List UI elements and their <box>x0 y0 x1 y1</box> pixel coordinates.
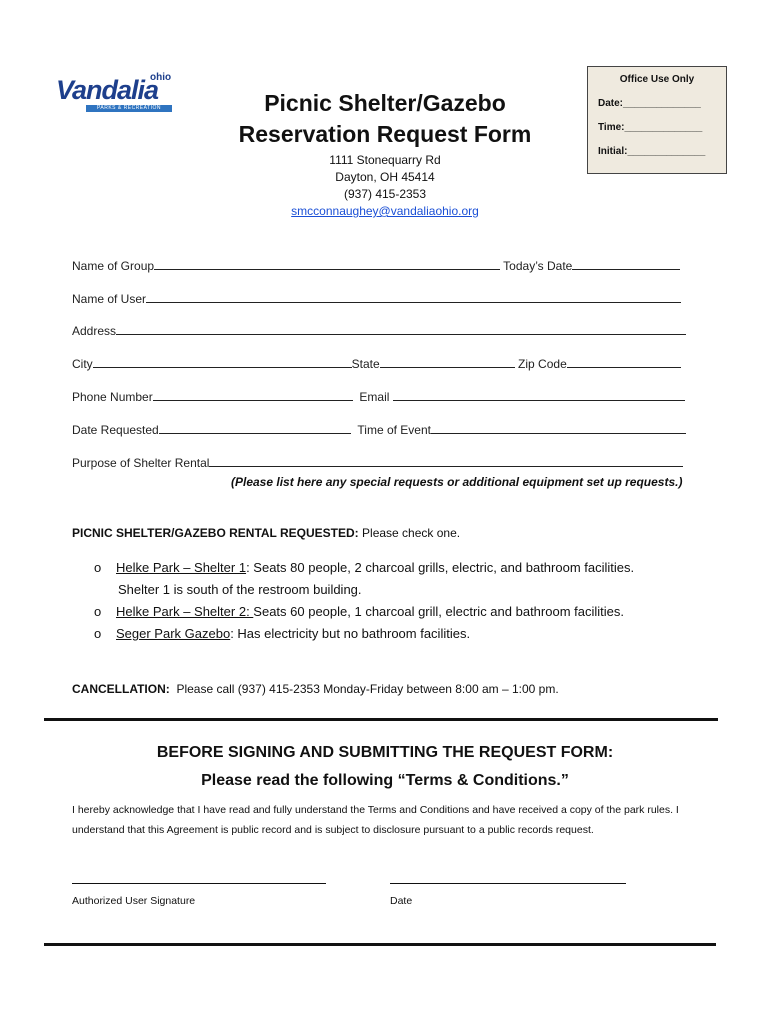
row-phone <box>72 388 685 405</box>
checkbox-gazebo[interactable]: o <box>94 626 102 641</box>
checkbox-shelter-2[interactable]: o <box>94 604 102 619</box>
option-shelter-1-desc: : Seats 80 people, 2 charcoal grills, electric, and bathroom facilities. <box>246 560 635 575</box>
today-date-label: Today’s Date <box>503 259 573 273</box>
checkbox-shelter-1[interactable]: o <box>94 560 102 575</box>
option-shelter-2-name: Helke Park – Shelter 2: <box>116 604 254 619</box>
row-purpose <box>72 454 683 471</box>
special-requests-note: (Please list here any special requests or additional equipment set up requests.) <box>231 475 683 489</box>
acknowledgement-text: I hereby acknowledge that I have read and fully understand the Terms and Conditions and have received a copy of the park rules. I understand that this Agreement is public record and is subject to disclosure pursuant to a public records request. <box>72 804 679 836</box>
option-gazebo[interactable] <box>94 623 734 645</box>
street-address: 1111 Stonequarry Rd <box>329 153 441 167</box>
today-date-input[interactable] <box>572 257 680 270</box>
title-line1: Picnic Shelter/Gazebo <box>264 90 506 116</box>
address-input[interactable] <box>116 322 686 335</box>
row-user <box>72 290 681 307</box>
signature-date-line[interactable] <box>390 883 626 884</box>
zip-label: Zip Code <box>518 357 567 371</box>
signature-date-label: Date <box>390 895 413 907</box>
logo-tagline: PARKS & RECREATION <box>86 105 172 112</box>
cancellation-text: Please call (937) 415-2353 Monday-Friday between 8:00 am – 1:00 pm. <box>176 682 559 696</box>
cancellation-row <box>72 682 559 696</box>
office-date-field[interactable]: Date:______________ <box>598 98 701 109</box>
city-address: Dayton, OH 45414 <box>335 170 435 184</box>
state-input[interactable] <box>380 355 515 368</box>
vandalia-logo <box>56 72 174 118</box>
email-label: Email <box>359 390 390 404</box>
option-shelter-2-desc: Seats 60 people, 1 charcoal grill, electric and bathroom facilities. <box>253 604 624 619</box>
zip-input[interactable] <box>567 355 681 368</box>
office-time-field[interactable]: Time:______________ <box>598 122 703 133</box>
purpose-label: Purpose of Shelter Rental <box>72 456 210 470</box>
divider-bottom <box>44 943 716 946</box>
time-event-input[interactable] <box>431 421 686 434</box>
group-input[interactable] <box>154 257 500 270</box>
row-date <box>72 421 686 438</box>
option-shelter-1-desc2: Shelter 1 is south of the restroom building. <box>118 582 362 597</box>
rental-options <box>94 557 734 645</box>
option-shelter-2[interactable] <box>94 601 734 623</box>
rental-heading-row <box>72 526 460 540</box>
title-line2: Reservation Request Form <box>238 121 532 147</box>
option-gazebo-name: Seger Park Gazebo <box>116 626 231 641</box>
cancellation-label: CANCELLATION: <box>72 682 170 696</box>
divider-top <box>44 718 718 721</box>
before-signing-heading: BEFORE SIGNING AND SUBMITTING THE REQUEST FORM: <box>156 744 614 761</box>
row-city <box>72 355 681 372</box>
phone-number: (937) 415-2353 <box>343 187 427 201</box>
contact-block <box>230 152 540 220</box>
email-input[interactable] <box>393 388 685 401</box>
office-use-header: Office Use Only <box>619 74 695 85</box>
date-requested-label: Date Requested <box>72 423 159 437</box>
option-shelter-1-name: Helke Park – Shelter 1 <box>116 560 247 575</box>
option-shelter-1[interactable] <box>94 557 734 579</box>
group-label: Name of Group <box>72 259 155 273</box>
rental-instruction: Please check one. <box>362 526 461 540</box>
form-title <box>230 88 540 150</box>
office-initial-field[interactable]: Initial:______________ <box>598 146 706 157</box>
logo-ohio: ohio <box>150 72 172 83</box>
rental-heading: PICNIC SHELTER/GAZEBO RENTAL REQUESTED: <box>72 526 359 540</box>
logo-word: Vandalia <box>56 75 159 105</box>
row-group <box>72 257 680 274</box>
office-use-box <box>587 66 727 174</box>
time-event-label: Time of Event <box>357 423 431 437</box>
city-label: City <box>72 357 93 371</box>
date-requested-input[interactable] <box>159 421 351 434</box>
purpose-input[interactable] <box>209 454 683 467</box>
terms-subheading: Please read the following “Terms & Conditions.” <box>201 772 569 789</box>
user-label: Name of User <box>72 292 147 306</box>
row-address <box>72 322 686 339</box>
phone-input[interactable] <box>153 388 353 401</box>
signature-label: Authorized User Signature <box>72 895 196 907</box>
signature-line[interactable] <box>72 883 326 884</box>
city-input[interactable] <box>93 355 352 368</box>
option-gazebo-desc: : Has electricity but no bathroom facilities. <box>230 626 471 641</box>
user-input[interactable] <box>146 290 681 303</box>
phone-label: Phone Number <box>72 390 153 404</box>
address-label: Address <box>72 324 117 338</box>
state-label: State <box>351 357 380 371</box>
email-link[interactable]: smcconnaughey@vandaliaohio.org <box>291 204 479 218</box>
